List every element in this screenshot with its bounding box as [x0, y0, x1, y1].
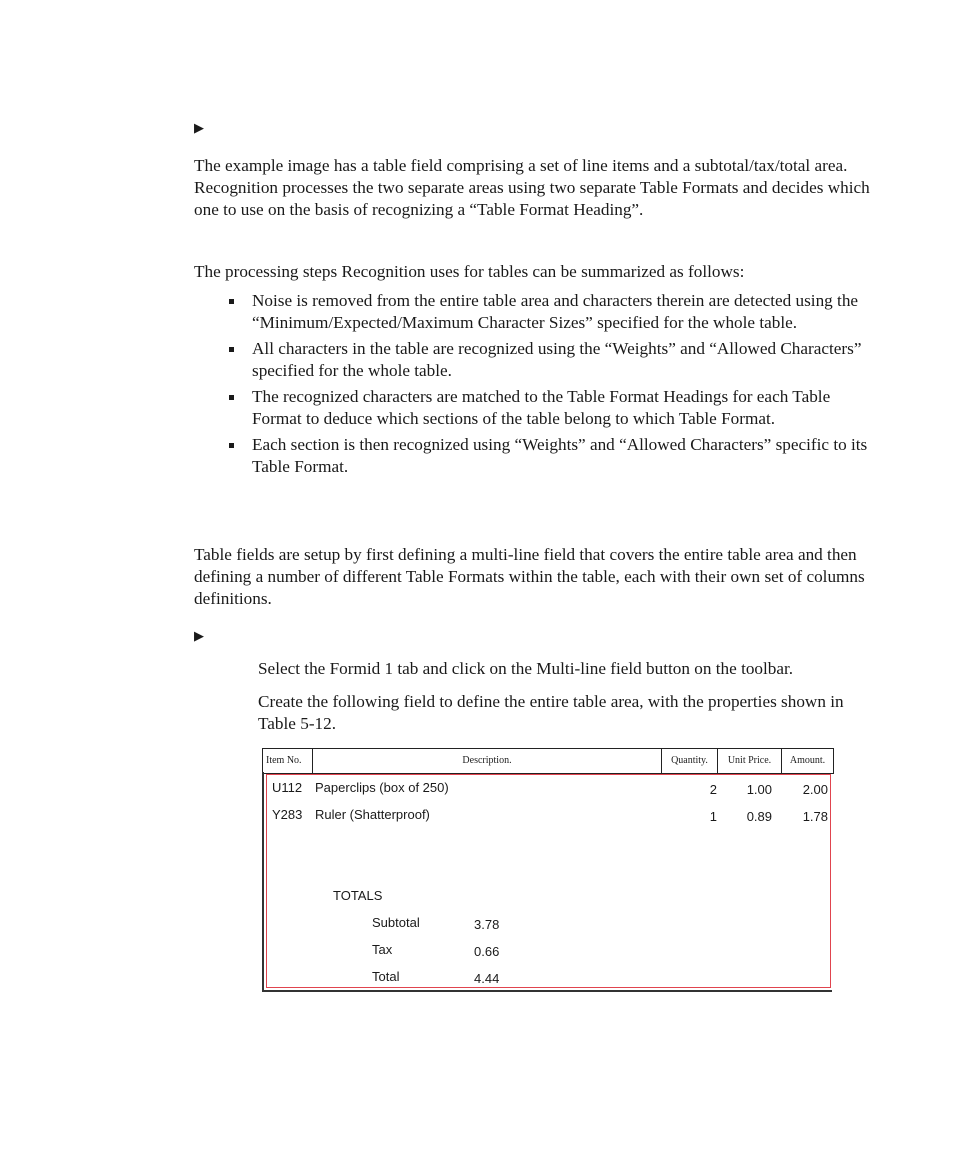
- list-item: The recognized characters are matched to the Table Format Headings for each Table Format to deduce which sections of the table belong to which Table Format.: [194, 386, 884, 430]
- list-item: All characters in the table are recognized using the “Weights” and “Allowed Characters” specified for the whole table.: [194, 338, 884, 382]
- step-2-text: Create the following field to define the entire table area, with the properties shown in Table 5-12.: [258, 692, 844, 733]
- totals-label: Tax: [372, 942, 393, 957]
- row-unit-price: 0.89: [746, 809, 772, 824]
- step-1-text: Select the Formid 1 tab and click on the Multi-line field button on the toolbar.: [258, 659, 794, 678]
- list-item: Noise is removed from the entire table area and characters therein are detected using the “Minimum/Expected/Maximum Character Sizes” specified for the whole table.: [194, 290, 884, 334]
- table-header-row: [262, 748, 834, 774]
- lead-paragraph: The processing steps Recognition uses for tables can be summarized as follows:: [194, 262, 745, 281]
- intro-paragraph: The example image has a table field comprising a set of line items and a subtotal/tax/total area. Recognition processes the two separate areas using two separate Table Formats and decides which one to use on the basis of recognizing a “Table Format Heading”.: [194, 156, 870, 219]
- header-amount: Amount.: [789, 755, 826, 766]
- scanned-table-figure: [262, 746, 834, 994]
- row-item: Y283: [272, 807, 303, 822]
- totals-value: 4.44: [474, 971, 500, 986]
- table-left-border: [262, 772, 264, 992]
- row-item: U112: [272, 780, 303, 795]
- procedure-arrow-icon: ▶: [194, 629, 204, 644]
- totals-value: 0.66: [474, 944, 500, 959]
- row-amount: 2.00: [802, 782, 828, 797]
- row-quantity: 2: [709, 782, 717, 797]
- header-quantity: Quantity.: [662, 749, 718, 773]
- totals-value: 3.78: [474, 917, 500, 932]
- row-amount: 1.78: [802, 809, 828, 824]
- row-description: Paperclips (box of 250): [315, 780, 449, 795]
- table-bottom-border: [262, 990, 832, 992]
- row-description: Ruler (Shatterproof): [315, 807, 430, 822]
- totals-label: Total: [372, 969, 400, 984]
- list-item: Each section is then recognized using “Weights” and “Allowed Characters” specific to its Table Format.: [194, 434, 884, 478]
- row-quantity: 1: [709, 809, 717, 824]
- totals-label: Subtotal: [372, 915, 420, 930]
- section-arrow-icon: ▶: [194, 121, 204, 136]
- closing-paragraph: Table fields are setup by first defining a multi-line field that covers the entire table area and then defining a number of different Table Formats within the table, each with their own set of columns definitions.: [194, 545, 865, 608]
- processing-steps-list: [194, 290, 884, 482]
- totals-heading: TOTALS: [333, 888, 383, 903]
- header-item-no: Item No.: [263, 749, 313, 773]
- header-description: Description.: [313, 749, 662, 773]
- header-unit-price: Unit Price.: [718, 749, 782, 773]
- row-unit-price: 1.00: [746, 782, 772, 797]
